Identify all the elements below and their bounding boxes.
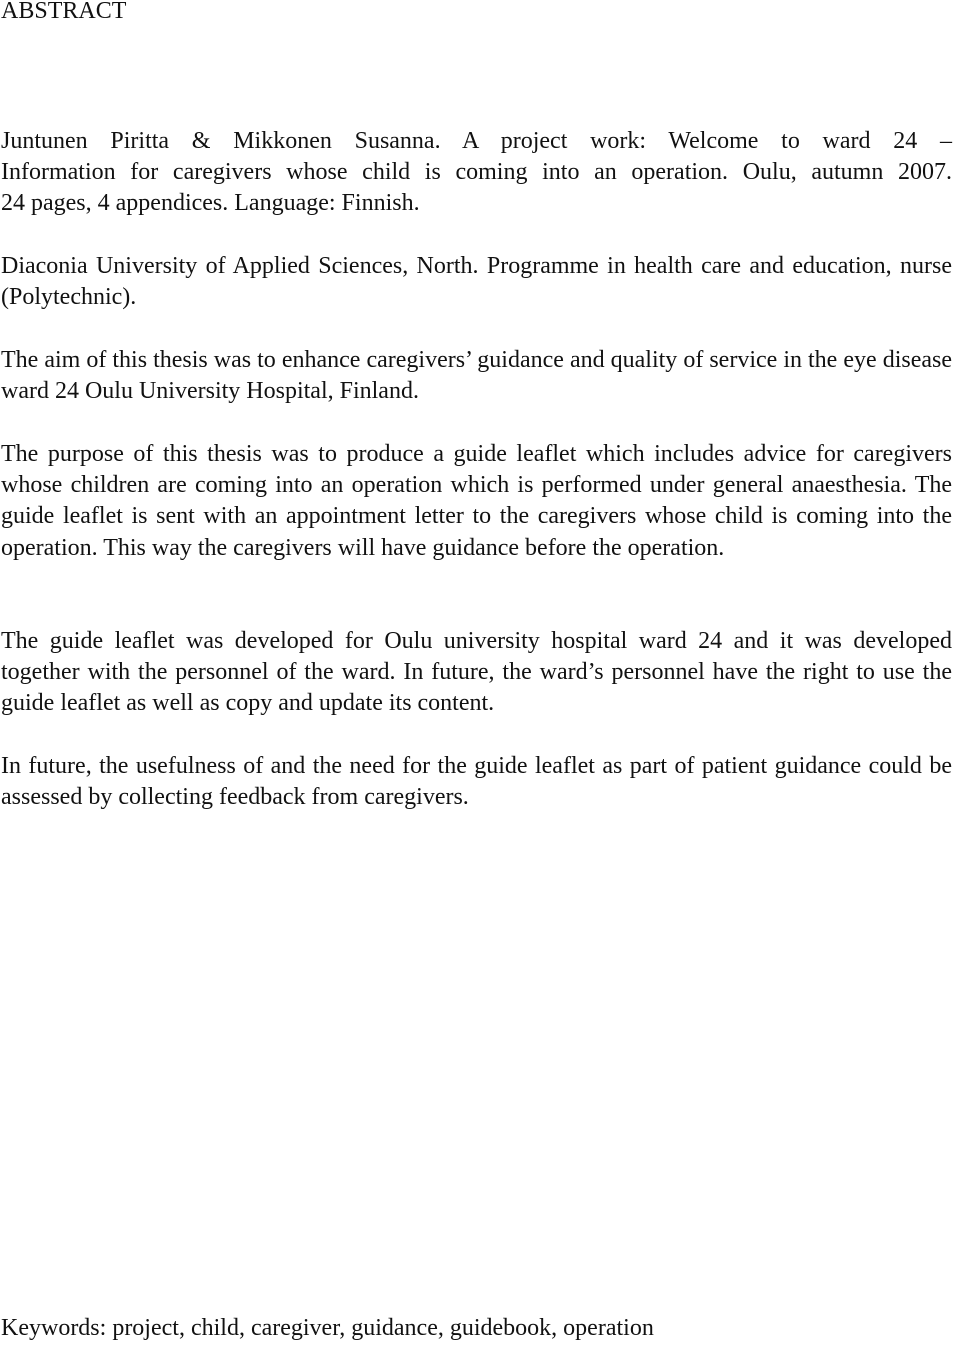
bibliographic-line-3: 24 pages, 4 appendices. Language: Finnish. [1,190,420,217]
future-paragraph: In future, the usefulness of and the need for the guide leaflet as part of patient guidance could be assessed by collecting feedback from caregivers. [1,753,952,811]
bibliographic-line-2: Information for caregivers whose child is coming into an operation. Oulu, autumn 2007. [1,159,952,186]
abstract-heading: ABSTRACT [1,0,127,24]
institution-paragraph: Diaconia University of Applied Sciences, North. Programme in health care and education, nurse (Polytechnic). [1,253,952,311]
purpose-paragraph: The purpose of this thesis was to produce a guide leaflet which includes advice for caregivers whose children are coming into an operation which is performed under general anaesthesia. The guide leaflet is sent with an appointment letter to the caregivers whose child is coming into the operation. This way the caregivers will have guidance before the operation. [1,441,952,561]
bibliographic-info [1,126,952,220]
bibliographic-line-1: Juntunen Piritta & Mikkonen Susanna. A project work: Welcome to ward 24 – [1,128,952,154]
keywords-line: Keywords: project, child, caregiver, guidance, guidebook, operation [1,1315,654,1341]
aim-paragraph: The aim of this thesis was to enhance caregivers’ guidance and quality of service in the eye disease ward 24 Oulu University Hospital, Finland. [1,347,952,405]
development-paragraph: The guide leaflet was developed for Oulu university hospital ward 24 and it was developed together with the personnel of the ward. In future, the ward’s personnel have the right to use the guide leaflet as well as copy and update its content. [1,628,952,717]
